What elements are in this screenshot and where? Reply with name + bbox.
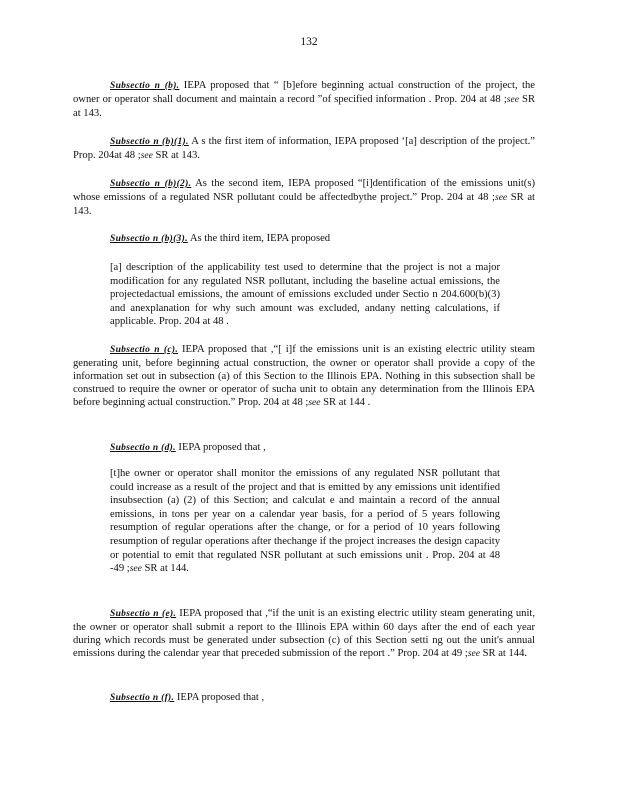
citation-tail: SR at 143. (152, 150, 200, 161)
block-quote-b3: [a] description of the applicability test used to determine that the project is not a major modification for any regulated NSR pollutant, including the baseline actual emissions, the projectedactual emissions, the amount of emissions excluded under Sectio n 204.600(b)(3) and anexplanation for why such amount was excluded, andany netting calculations, if applicable. Prop. 204 at 48 . (110, 262, 500, 328)
subsection-heading: Subsectio n (b)(2). (110, 179, 192, 189)
paragraph-text: IEPA proposed that , (175, 442, 266, 453)
see-signal: see (129, 564, 142, 575)
paragraph-subsection-c (73, 343, 535, 410)
paragraph-subsection-e (73, 607, 535, 661)
paragraph-text: A s the first item of information, IEPA proposed ‘[a] description of the project.” Prop. 204at 48 ; (73, 136, 535, 161)
see-signal: see (506, 95, 519, 105)
subsection-heading: Subsectio n (b)(3). (110, 234, 188, 244)
subsection-heading: Subsectio n (c). (110, 345, 178, 355)
subsection-heading: Subsectio n (b)(1). (110, 137, 189, 147)
paragraph-text: IEPA proposed that ,“[ i]f the emissions unit is an existing electric utility steam generating unit, before beginning actual construction, the owner or operator shall provide a copy of the information set out in subsection (a) of this Section to the Illinois EPA. Nothing in this subsection shall be construed to require the owner or operator of sucha unit to obtain any determination from the Illinois EPA before beginning actual construction.” Prop. 204 at 48 ; (73, 344, 536, 408)
page-number: 132 (300, 36, 318, 48)
see-signal: see (308, 398, 321, 408)
citation-tail: SR at 144 . (320, 397, 371, 408)
citation-tail: SR at 144. (141, 563, 189, 575)
paragraph-text: IEPA proposed that “ [b]efore beginning actual construction of the project, the owner or operator shall document and maintain a record ”of specified information . Prop. 204 at 48 ; (73, 80, 535, 105)
see-signal: see (467, 649, 480, 659)
citation-tail: SR at 143. (73, 192, 536, 217)
paragraph-subsection-b2 (73, 177, 535, 218)
citation-tail: SR at 143. (73, 94, 536, 119)
subsection-heading: Subsectio n (d). (110, 443, 176, 453)
paragraph-subsection-f (110, 691, 535, 705)
paragraph-subsection-b1 (73, 135, 535, 163)
see-signal: see (495, 193, 508, 203)
paragraph-text: As the second item, IEPA proposed “[i]dentification of the emissions unit(s) whose emissions of a regulated NSR pollutant could be affectedbythe project.” Prop. 204 at 48 ; (73, 178, 535, 203)
block-quote-d (110, 467, 500, 577)
subsection-heading: Subsectio n (e). (110, 609, 177, 619)
paragraph-subsection-b (73, 79, 535, 120)
paragraph-text: IEPA proposed that ,“if the unit is an existing electric utility steam generating unit, the owner or operator shall submit a report to the Illinois EPA within 60 days after the end of each year during which records must be generated under subsection (c) of this Section setti ng out the unit's annual emissions during the calendar year that preceded submission of the report .” Prop. 204 at 49 ; (73, 608, 535, 659)
paragraph-subsection-b3 (110, 232, 535, 246)
subsection-heading: Subsectio n (f). (110, 693, 175, 703)
paragraph-subsection-d (110, 441, 535, 455)
paragraph-text: IEPA proposed that , (174, 692, 265, 703)
subsection-heading: Subsectio n (b). (110, 81, 180, 91)
paragraph-text: As the third item, IEPA proposed (187, 233, 331, 244)
see-signal: see (140, 151, 153, 161)
quote-text: [t]he owner or operator shall monitor the emissions of any regulated NSR pollutant that could increase as a result of the project and that is emitted by any emissions unit identified insubsection (a) (2) of this Section; and calculat e and maintain a record of the annual emissions, in tons per year on a calendar year basis, for a period of 5 years following resumption of regular operations after the change, or for a period of 10 years following resumption of regular operations after thechange if the project increases the design capacity or potential to emit that regulated NSR pollutant at such emissions unit . Prop. 204 at 48 -49 ; (110, 468, 500, 575)
citation-tail: SR at 144. (479, 648, 528, 659)
